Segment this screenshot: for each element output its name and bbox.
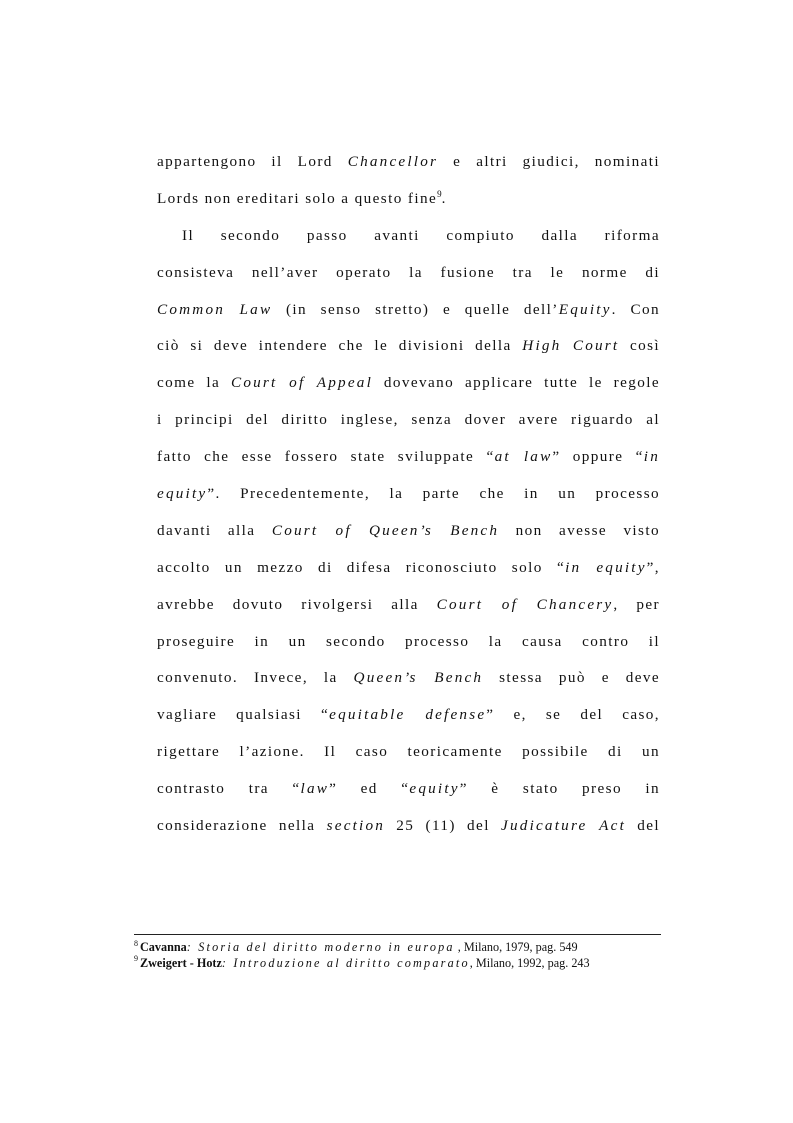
italic-term: Chancellor	[347, 153, 439, 170]
body-text	[157, 144, 660, 845]
text-run: contrasto tra “	[157, 780, 301, 798]
footnote-author: Zweigert - Hotz	[140, 955, 222, 970]
text-run: (in senso stretto) e quelle dell’	[272, 300, 559, 318]
text-line	[157, 734, 660, 771]
text-run: Il secondo passo avanti compiuto dalla riforma	[182, 226, 660, 244]
footnotes	[134, 940, 694, 971]
text-run: avrebbe dovuto rivolgersi alla	[157, 595, 437, 613]
footnote-9	[134, 956, 694, 972]
footnote-details: , Milano, 1979, pag. 549	[454, 940, 578, 954]
text-run: vagliare qualsiasi “	[157, 706, 330, 724]
italic-term: Common Law	[157, 300, 273, 318]
italic-term: Court of Appeal	[231, 374, 373, 392]
italic-term: Court of Queen’s Bench	[271, 521, 500, 539]
text-run: i principi del diritto inglese, senza dover avere riguardo al	[157, 411, 660, 429]
text-run: stessa può e deve	[483, 669, 660, 687]
text-run: Lords non ereditari solo a questo fine	[157, 189, 438, 207]
italic-term: Equity	[558, 300, 612, 318]
text-run: appartengono il Lord	[157, 153, 348, 170]
italic-term: law	[300, 780, 330, 798]
text-run: ”. Precedentemente, la parte che in un processo	[207, 485, 660, 503]
footnote-number: 9	[134, 954, 138, 964]
italic-term: at law	[494, 448, 553, 466]
italic-term: High Court	[522, 337, 620, 355]
text-line	[157, 587, 660, 624]
text-line	[157, 439, 660, 476]
text-line	[157, 550, 660, 587]
italic-term: in equity	[565, 558, 647, 576]
text-line	[157, 402, 660, 439]
footnote-separator: :	[186, 940, 193, 954]
italic-term: Queen’s Bench	[353, 669, 484, 687]
text-run: così	[619, 337, 660, 355]
text-line	[157, 181, 660, 218]
text-run: convenuto. Invece, la	[157, 669, 354, 687]
text-line	[157, 144, 660, 181]
text-run: . Con	[611, 300, 660, 318]
text-run: consisteva nell’aver operato la fusione tra le norme di	[157, 263, 660, 281]
text-run: considerazione nella	[157, 817, 327, 835]
text-run: proseguire in un secondo processo la causa contro il	[157, 632, 660, 650]
italic-term: equity	[409, 780, 460, 798]
italic-term: equity	[157, 485, 208, 503]
text-run: ”,	[646, 558, 660, 576]
text-line	[157, 476, 660, 513]
text-run: fatto che esse fossero state sviluppate “	[157, 448, 495, 466]
text-line	[157, 365, 660, 402]
text-line	[157, 771, 660, 808]
text-run: .	[441, 189, 447, 207]
text-run: ” e, se del caso,	[486, 706, 660, 724]
footnote-separator: :	[221, 955, 229, 970]
footnote-divider	[134, 934, 661, 935]
footnote-author: Cavanna	[140, 940, 187, 954]
text-line	[157, 697, 660, 734]
italic-term: Court of Chancery	[436, 595, 614, 613]
footnote-details: , Milano, 1992, pag. 243	[469, 955, 590, 970]
text-line	[157, 292, 660, 329]
text-run: come la	[157, 374, 232, 392]
text-run: ciò si deve intendere che le divisioni della	[157, 337, 523, 355]
text-run: non avesse visto	[499, 521, 660, 539]
text-line	[157, 513, 660, 550]
text-line	[157, 624, 660, 661]
italic-term: in	[643, 448, 660, 466]
text-run: accolto un mezzo di difesa riconosciuto solo “	[157, 558, 566, 576]
text-run: rigettare l’azione. Il caso teoricamente possibile di un	[157, 743, 660, 761]
text-run: , per	[613, 595, 660, 613]
italic-term: equitable defense	[329, 706, 487, 724]
footnote-title: Storia del diritto moderno in europa	[193, 940, 455, 954]
text-run: 25 (11) del	[385, 817, 502, 835]
text-run: ” oppure “	[552, 448, 644, 466]
text-line	[157, 218, 660, 255]
text-run: ” ed “	[329, 780, 410, 798]
text-run: davanti alla	[157, 521, 272, 539]
text-line	[157, 255, 660, 292]
footnote-ref: 9	[437, 188, 442, 199]
text-run: e altri giudici, nominati	[438, 153, 660, 170]
footnote-number: 8	[134, 938, 138, 948]
text-line	[157, 808, 660, 845]
text-line	[157, 660, 660, 697]
italic-term: Judicature Act	[501, 817, 627, 835]
footnote-title: Introduzione al diritto comparato	[228, 955, 470, 970]
footnote-8	[134, 940, 694, 956]
text-run: del	[626, 817, 660, 835]
italic-term: section	[326, 817, 386, 835]
text-run: ” è stato preso in	[459, 780, 660, 798]
text-run: dovevano applicare tutte le regole	[372, 374, 660, 392]
text-line	[157, 328, 660, 365]
